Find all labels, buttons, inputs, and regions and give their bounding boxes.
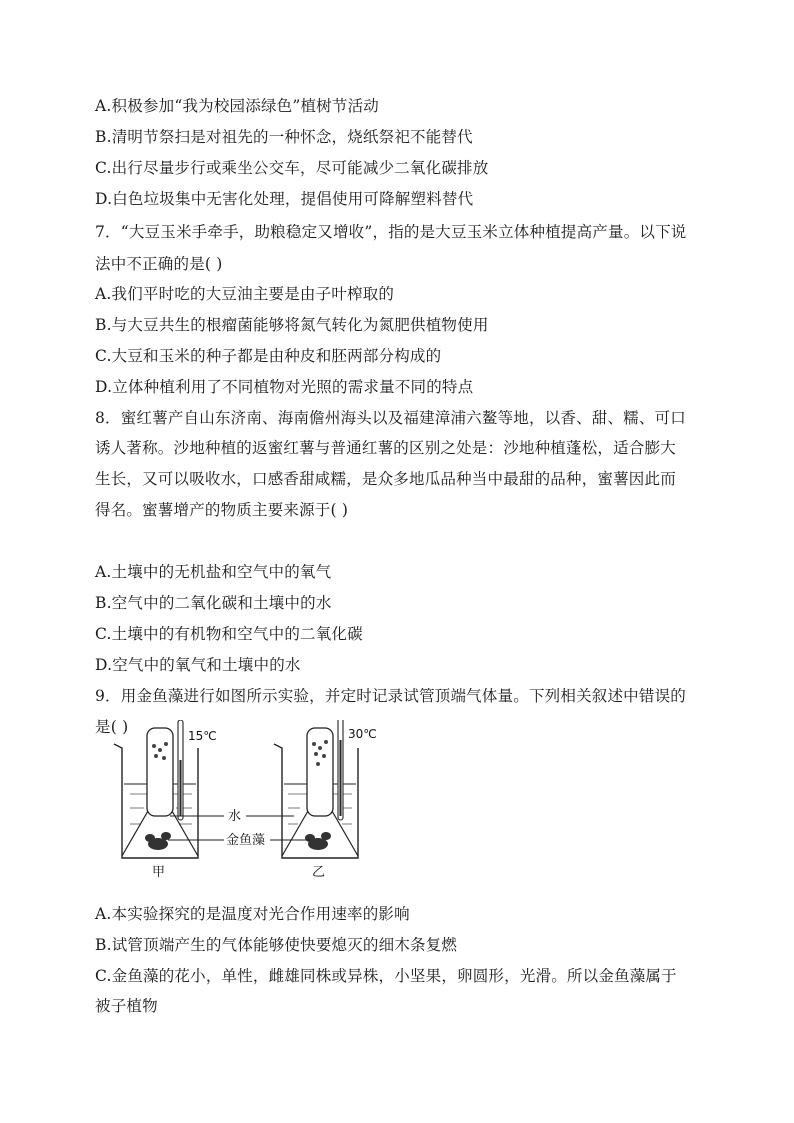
q7-option-a: A.我们平时吃的大豆油主要是由子叶榨取的: [95, 285, 395, 303]
q6-option-c: C.出行尽量步行或乘坐公交车，尽可能减少二氧化碳排放: [95, 159, 489, 177]
q6-option-d: D.白色垃圾集中无害化处理，提倡使用可降解塑料替代: [95, 190, 474, 208]
q6-option-b: B.清明节祭扫是对祖先的一种怀念，烧纸祭祀不能替代: [95, 128, 473, 146]
q9-stem-line2: 是( ): [95, 718, 129, 736]
temp-right-label: 30℃: [348, 727, 377, 741]
test-tube-left: [147, 728, 173, 816]
test-tube-right: [307, 728, 333, 816]
q8-option-d: D.空气中的氧气和土壤中的水: [95, 656, 301, 674]
q8-option-c: C.土壤中的有机物和空气中的二氧化碳: [95, 625, 363, 643]
beaker-right-label: 乙: [312, 865, 326, 880]
q9-option-c-line1: C.金鱼藻的花小，单性，雌雄同株或异株，小坚果，卵圆形，光滑。所以金鱼藻属于: [95, 967, 677, 985]
beaker-left-label: 甲: [152, 865, 166, 880]
q8-option-b: B.空气中的二氧化碳和土壤中的水: [95, 594, 332, 612]
water-label: 水: [228, 809, 242, 824]
experiment-figure: [100, 720, 380, 890]
q8-stem-line1: 8．蜜红薯产自山东济南、海南儋州海头以及福建漳浦六鳌等地，以香、甜、糯、可口: [95, 409, 686, 427]
q8-option-a: A.土壤中的无机盐和空气中的氧气: [95, 563, 332, 581]
plant-left: [145, 832, 171, 850]
plant-label: 金鱼藻: [226, 833, 266, 848]
q9-stem-line1: 9．用金鱼藻进行如图所示实验，并定时记录试管顶端气体量。下列相关叙述中错误的: [95, 687, 686, 705]
q7-stem-line1: 7．“大豆玉米手牵手，助粮稳定又增收”，指的是大豆玉米立体种植提高产量。以下说: [95, 223, 687, 241]
q9-option-c-line2: 被子植物: [95, 997, 158, 1015]
q6-option-a: A.积极参加“我为校园添绿色”植树节活动: [95, 97, 379, 115]
q9-option-b: B.试管顶端产生的气体能够使快要熄灭的细木条复燃: [95, 936, 458, 954]
q8-stem-line3: 生长，又可以吸收水，口感香甜咸糯，是众多地瓜品种当中最甜的品种，蜜薯因此而: [95, 470, 676, 488]
q8-stem-line4: 得名。蜜薯增产的物质主要来源于( ): [95, 501, 349, 519]
q7-option-b: B.与大豆共生的根瘤菌能够将氮气转化为氮肥供植物使用: [95, 316, 489, 334]
temp-left-label: 15℃: [188, 729, 217, 743]
plant-right: [305, 832, 331, 850]
q9-option-a: A.本实验探究的是温度对光合作用速率的影响: [95, 905, 410, 923]
q7-option-c: C.大豆和玉米的种子都是由种皮和胚两部分构成的: [95, 347, 442, 365]
q7-option-d: D.立体种植利用了不同植物对光照的需求量不同的特点: [95, 378, 474, 396]
q8-stem-line2: 诱人著称。沙地种植的返蜜红薯与普通红薯的区别之处是：沙地种植蓬松，适合膨大: [95, 439, 676, 457]
q7-stem-line2: 法中不正确的是( ): [95, 255, 223, 273]
